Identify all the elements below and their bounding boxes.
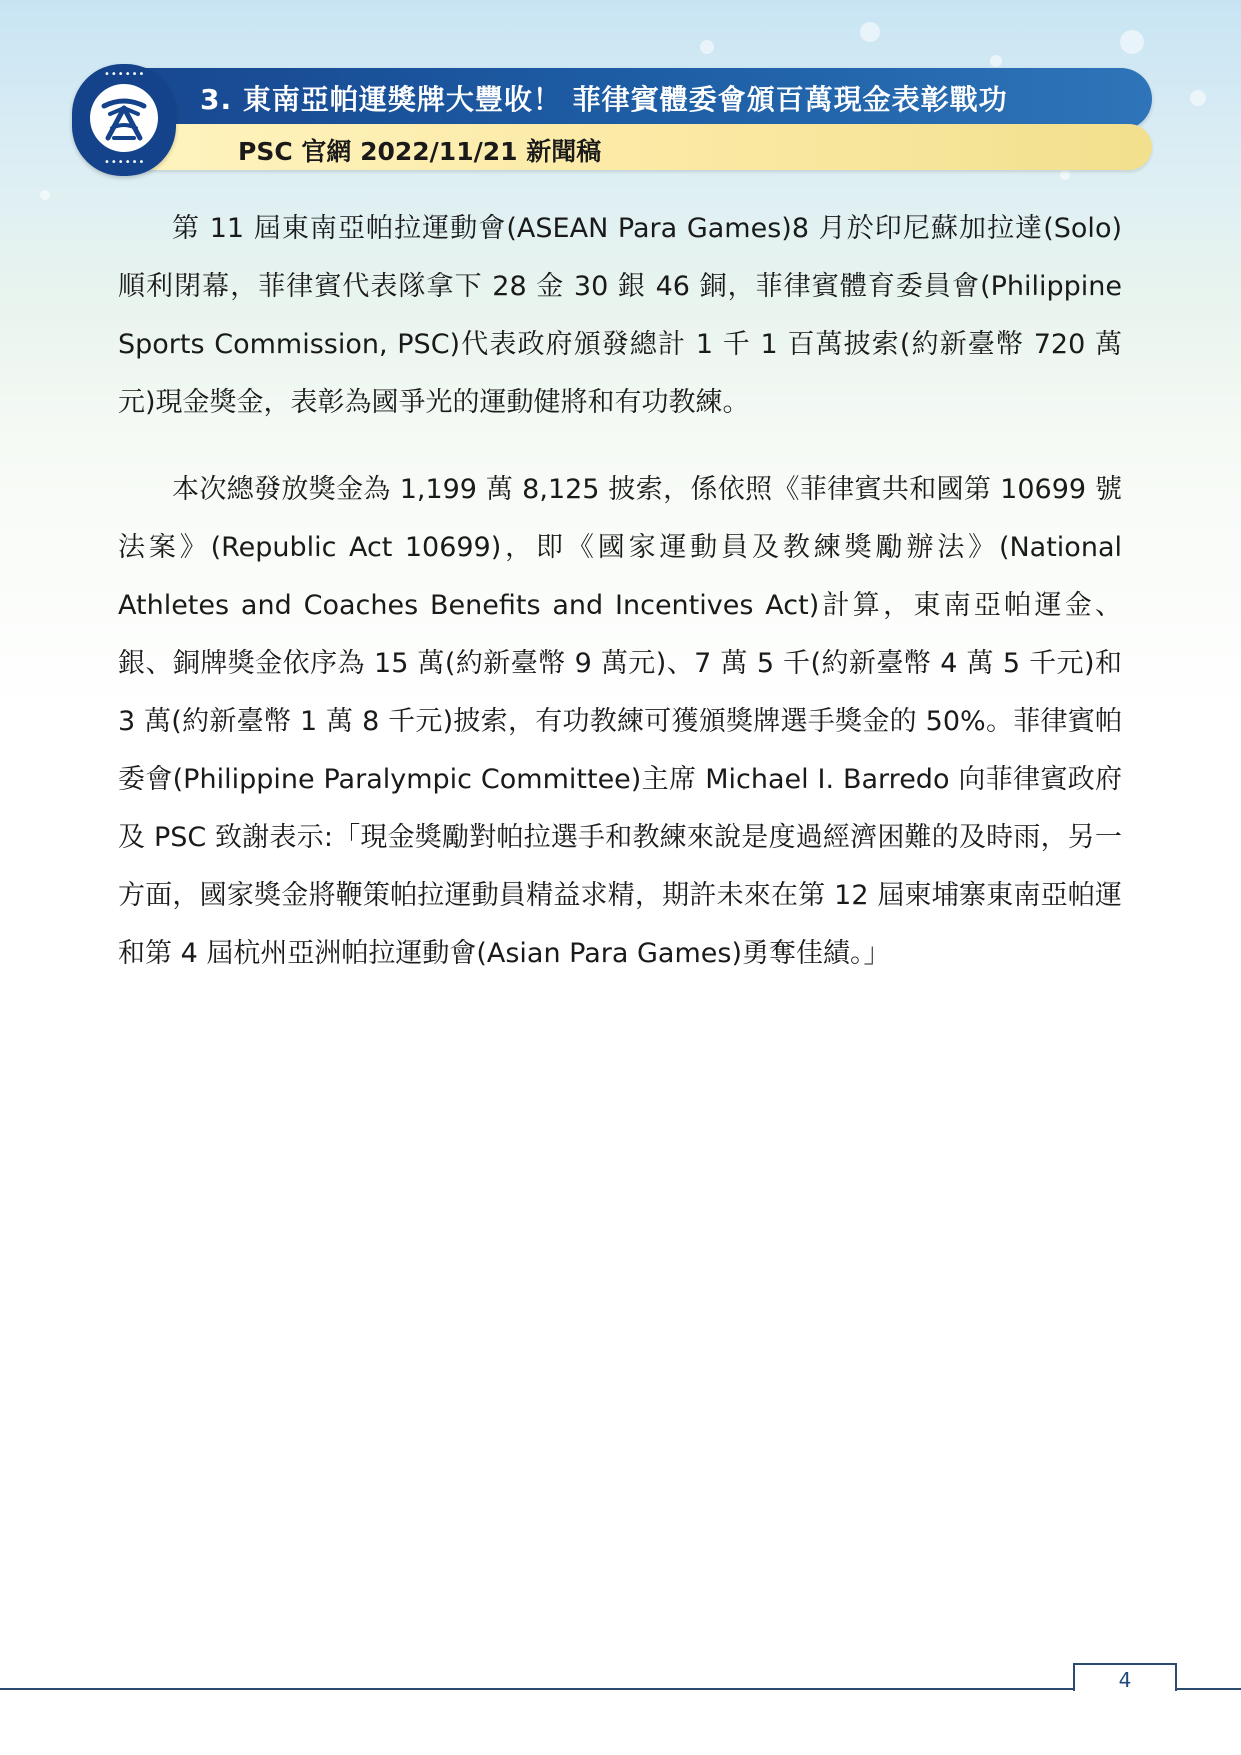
section-header — [72, 68, 1162, 178]
decorative-dot — [40, 190, 50, 200]
badge-dots-top: •••••• — [104, 69, 146, 80]
paragraph-2: 本次總發放獎金為 1,199 萬 8,125 披索，係依照《菲律賓共和國第 10699 號法案》(Republic Act 10699)，即《國家運動員及教練獎勵辦法》(National Athletes and Coaches Benefits and Incentives Act)計算，東南亞帕運金、銀、銅牌獎金依序為 15 萬(約新臺幣 9 萬元)、7 萬 5 千(約新臺幣 4 萬 5 千元)和 3 萬(約新臺幣 1 萬 8 千元)披索，有功教練可獲頒獎牌選手獎金的 50%。菲律賓帕委會(Philippine Paralympic Committee)主席 Michael I. Barredo 向菲律賓政府及 PSC 致謝表示:「現金獎勵對帕拉選手和教練來說是度過經濟困難的及時雨，另一方面，國家獎金將鞭策帕拉運動員精益求精，期許未來在第 12 屆柬埔寨東南亞帕運和第 4 屆杭州亞洲帕拉運動會(Asian Para Games)勇奪佳績。」 — [118, 474, 1122, 969]
page-number: 4 — [1118, 1668, 1132, 1692]
sports-emblem-icon — [90, 84, 158, 152]
footer-divider — [0, 1688, 1241, 1690]
article-body — [118, 200, 1122, 1012]
decorative-dot — [860, 22, 880, 42]
badge-dots-bottom: •••••• — [104, 157, 146, 168]
page-number-tab — [1073, 1663, 1177, 1691]
decorative-dot — [700, 40, 714, 54]
decorative-dot — [1120, 30, 1144, 54]
page-title: 3. 東南亞帕運獎牌大豐收！ 菲律賓體委會頒百萬現金表彰戰功 — [200, 83, 1008, 116]
decorative-dot — [990, 55, 1002, 67]
page-subtitle: PSC 官網 2022/11/21 新聞稿 — [238, 137, 602, 166]
section-badge — [72, 64, 176, 176]
decorative-dot — [1190, 90, 1206, 106]
paragraph-1: 第 11 屆東南亞帕拉運動會(ASEAN Para Games)8 月於印尼蘇加拉達(Solo)順利閉幕，菲律賓代表隊拿下 28 金 30 銀 46 銅，菲律賓體育委員會(Philippine Sports Commission, PSC)代表政府頒發總計 1 千 1 百萬披索(約新臺幣 720 萬元)現金獎金，表彰為國爭光的運動健將和有功教練。 — [118, 213, 1122, 418]
